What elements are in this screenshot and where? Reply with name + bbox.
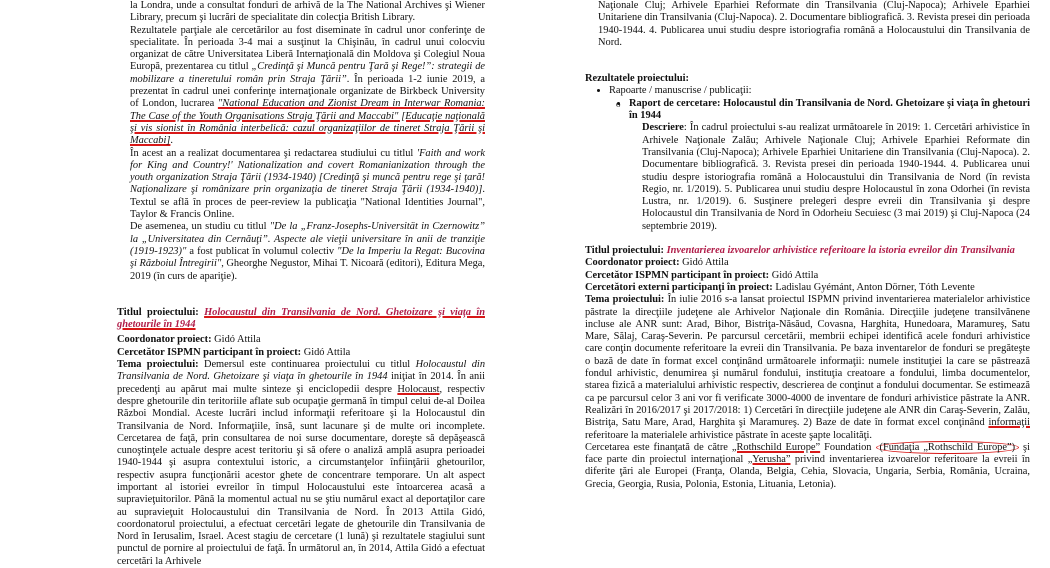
theme-paragraph [585,294,1030,442]
theme-text-b: referitoare la materialele arhivistice păstrate în aceste şapte localităţi. [585,429,873,441]
external-researchers-row [585,282,1030,294]
funding-text-d: privind inventarierea izvoarelor referitoare la evreii în diferite ţări ale Europei (Franţa, Olanda, Belgia, Cehia, Slovacia, Ungaria, Serbia, România, Ucraina, Grecia, Georgia, Rusia, Polonia, Estonia, Lituania, Letonia). [585,454,1031,490]
theme-text-b: iniţiat în 2014. În anii precedenţi au apărut mai multe sinteze şi enciclopedii despre [117,371,485,395]
results-paragraph-1 [117,25,485,148]
circled-annotation: (Fundaţia „Rothschild Europe”) [876,441,1020,454]
project-title-value: Holocaustul din Transilvania de Nord. Ghetoizare şi viaţa în ghetourile în 1944 [117,306,485,331]
coordinator-label: Coordonator proiect: [585,257,680,269]
researcher-row [117,347,485,359]
bullet-label: Rapoarte / manuscrise / publicaţii: [609,85,752,97]
sub-list [609,98,1030,233]
funding-text: Cercetarea este finanţată de către [585,441,728,453]
list-item [629,98,1030,233]
external-value: Ladislau Gyémánt, Anton Dörner, Tóth Levente [775,281,975,293]
coordinator-value: Gidó Attila [682,257,729,269]
results-text: Rezultatele parţiale ale cercetărilor au fost diseminate în cadrul unor conferinţe de specialitate. În perioada 3-4 mai a susţinut la Chişinău, în cadrul unui colocviu organizat de către Universitatea Liberă Internaţională din Moldova şi Colegiul Noua Europă, prezentarea cu titlul [130,24,485,73]
coordinator-row [585,257,1030,269]
results-text-b: a fost publicat în volumul colectiv [189,245,335,257]
project-title-row [585,245,1030,257]
project-title-label: Titlul proiectului: [117,306,199,318]
results-list [585,85,1030,233]
informatii-underlined: informaţii [988,417,1030,429]
funding-text-c: şi face parte din proiectul internaţional [585,441,1030,466]
description-paragraph [629,122,1030,233]
left-column [117,0,485,568]
researcher-label: Cercetător ISPMN participant în proiect: [117,346,302,358]
project-title-value: Inventarierea izvoarelor arhivistice referitoare la istoria evreilor din Transilvania [666,245,1015,257]
results-text: De asemenea, un studiu cu titlul [130,221,267,233]
researcher-value: Gidó Attila [771,269,819,281]
theme-label: Tema proiectului: [585,294,665,306]
yerusha-underlined: „Yerusha” [747,454,791,466]
study-title: 'Faith and work for King and Country!' Nationalization and covert Romanianization through the youth organization Straja Ţării (1934-1940) [Credinţă şi muncă pentru rege şi ţară! Naţionalizare şi românizare prin organizaţia de tineret Straja Ţării (1934-1940)] [130,147,485,196]
holocaust-underlined: Holocaust [397,383,440,395]
list-item [609,85,1030,233]
project-title-label: Titlul proiectului: [585,245,664,257]
results-text-c: , Gheorghe Negustor, Mihai T. Nicoară (editori), Editura Mega, 2019 (în curs de apariţie). [130,258,485,282]
theme-label: Tema proiectului: [117,359,199,371]
theme-text: Demersul este continuarea proiectului cu titlul [203,359,411,371]
report-title: o • Raport de cercetare: Holocaustul din Transilvania de Nord. Ghetoizare şi viaţa în ghetouri în 1944 [629,97,1030,122]
results-heading: Rezultatele proiectului: [585,73,689,85]
funding-paragraph [585,442,1030,491]
coordinator-label: Coordonator proiect: [117,334,212,346]
study-title: "De la „Franz-Josephs-Universität in Czernowitz” la „Universitatea din Cernăuţi”. Aspecte ale vieţii universitare în anii de tranziţie (1919-1923)" [130,221,485,257]
researcher-row [585,270,1030,282]
results-paragraph-3 [117,221,485,282]
results-text: În acest an a realizat documentarea şi redactarea studiului cu titlul [130,147,414,159]
rothschild-underlined: „Rothschild Europe” [731,441,821,453]
description-label: Descriere [642,122,684,134]
theme-project-title: Holocaustul din Transilvania de Nord. Ghetoizare şi viaţa în ghetourile în 1944 [117,359,486,383]
top-continuation: Naţionale Cluj; Arhivele Eparhiei Reformate din Transilvania (Cluj-Napoca); Arhivele Eparhiei Unitariene din Transilvania (Cluj-Napoca). 2. Documentare bibliografică. 3. Revista presei din perioada 1940-1944. 4. Publicarea unui studiu despre istoriografia română a Holocaustului din Transilvania de Nord. [598,0,1030,48]
volume-title: "De la Imperiu la Regat: Bucovina şi Războiul Întregirii" [130,245,485,270]
results-text-end: . [170,135,174,147]
project-title-row [117,307,485,332]
funding-text-b: Foundation [824,441,872,453]
right-column [585,0,1030,491]
theme-paragraph [117,359,485,568]
theme-text: În iulie 2016 s-a lansat proiectul ISPMN privind inventarierea materialelor arhivistice păstrate la direcţiile judeţene ale Arhivelor Naţionale din România. Direcţiile judeţene transilvănene incluse ale ANR sunt: Arad, Bihor, Bistriţa-Năsăud, Covasna, Harghita, Hunedoara, Maramureş, Satu Mare, Sălaj, Caraş-Severin. Pe parcursul cercetării, membrii echipei identifică acele fonduri arhivistice care conţin documente referitoare la evreii din Transilvania. Pe baza inventarelor de fonduri se pregăteşte o bază de date în format excel conţinând următoarele informaţii: numele instituţiei la care se păstrează fondul arhivistic, denumirea şi numărul fondului, instituţia creatoare a fondului, limba documentelor, starea fizică a materialului arhivistic respectiv, descrierea de conţinut a fondului documentar. Se estimează ca pe parcursul celor 3 ani vor fi verificate 3000-4000 de inventare de fonduri arhivistice păstrate la ANR. Realizări în 2016/2017 şi 2017/2018: 1) Cercetări în direcţiile judeţene ale ANR din Caraş-Severin, Zalău, Bistriţa, Satu Mare, Arad, Harghita şi Maramureş. 2) Baze de date în format excel conţinând [585,294,1031,429]
researcher-value: Gidó Attila [303,346,351,358]
underlined-paper-title: "National Education and Zionist Dream in Interwar Romania: The Case of the Youth Organisations Straja Ţării and Maccabi" [Educaţie naţională şi vis sionist în România interbelică: cazul organizaţiilor de tineret Straja Ţării şi Maccabi] [130,98,485,147]
results-paragraph-2 [117,148,485,222]
coordinator-value: Gidó Attila [214,334,261,346]
results-text-b: . În perioada 1-2 iunie 2019, a prezentat în cadrul unei conferinţe internaţionale organizate de Birkbeck University of London, lucrarea [130,73,485,110]
description-text: : În cadrul proiectului s-au realizat următoarele în 2019: 1. Cercetări arhivistice în Arhivele Naţionale Zalău; Arhivele Naţionale Cluj; Arhivele Eparhiei Reformate din Transilvania (Cluj-Napoca); Arhivele Eparhiei Unitariene din Transilvania (Cluj-Napoca). 2. Documentare bibliografică. 3. Revista presei din perioada 1940-1944. 4. Publicarea unui studiu despre istoriografia română a Holocaustului din Transilvania de Nord (în revista Regio, nr. 1/2019). 5. Publicarea unui studiu despre Holocaustul în zona Odorhei (în revista Lustra, nr. 1/2019). 6. Susţinere prelegeri despre evreii din Transilvania şi despre Holocaustul din Transilvania de Nord în Odorheiu Secuiesc (3 mai 2019) şi Cluj-Napoca (24 septembrie 2019). [642,122,1030,232]
presentation-title: „Credinţă şi Muncă pentru Ţară şi Rege!”: strategii de mobilizare a tineretului român prin Straja Ţării” [130,61,485,85]
results-text-b: . Textul se află în proces de peer-review la publicaţia "National Identities Journal", Taylor & Francis Online. [130,184,485,221]
theme-text-c: , respectiv despre ghetourile din teritoriile aflate sub ocupaţie germană în timpul celui de-al Doilea Război Mondial. Aceste lucrări includ informaţii referitoare şi la Holocaustul din Transilvania de Nord. Informaţiile, însă, sunt lacunare şi de multe ori incomplete. Cercetarea de faţă, prin consultarea de noi surse documentare, doreşte să depăşească cunoştinţele actuale despre acest teritoriu şi să ofere o analiză amplă asupra perioadei 1940-1944 şi asupra contextului istoric, a circumstanţelor înfiinţării ghetourilor, respectiv asupra funcţionării acestor ghete de concentrare temporare. Un alt aspect important al istoriei evreilor în timpul Holocaustului este întoarcerea acasă a supravieţuitorilor. Până la momentul actual nu se ştiu numărul exact al deportaţilor care au supravieţuit Holocaustului din Transilvania de Nord. În 2013 Attila Gidó, coordonatorul proiectului, a efectuat cercetări legate de ghetourile din Transilvania de Nord în Ierusalim, Israel. Acest stagiu de cercetare (1 lună) şi rezultatele stagiului sunt punctul de pornire al proiectului de faţă. În următorul an, în 2014, Attila Gidó a efectuat cercetări la Arhivele [117,383,485,567]
coordinator-row [117,334,485,346]
intro-paragraph: la Londra, unde a consultat fonduri de arhivă de la The National Archives şi Wiener Library, precum şi lucrări de specialitate din colecţia British Library. [130,0,485,24]
researcher-label: Cercetător ISPMN participant în proiect: [585,269,770,281]
external-label: Cercetători externi participanţi în proiect: [585,281,773,293]
